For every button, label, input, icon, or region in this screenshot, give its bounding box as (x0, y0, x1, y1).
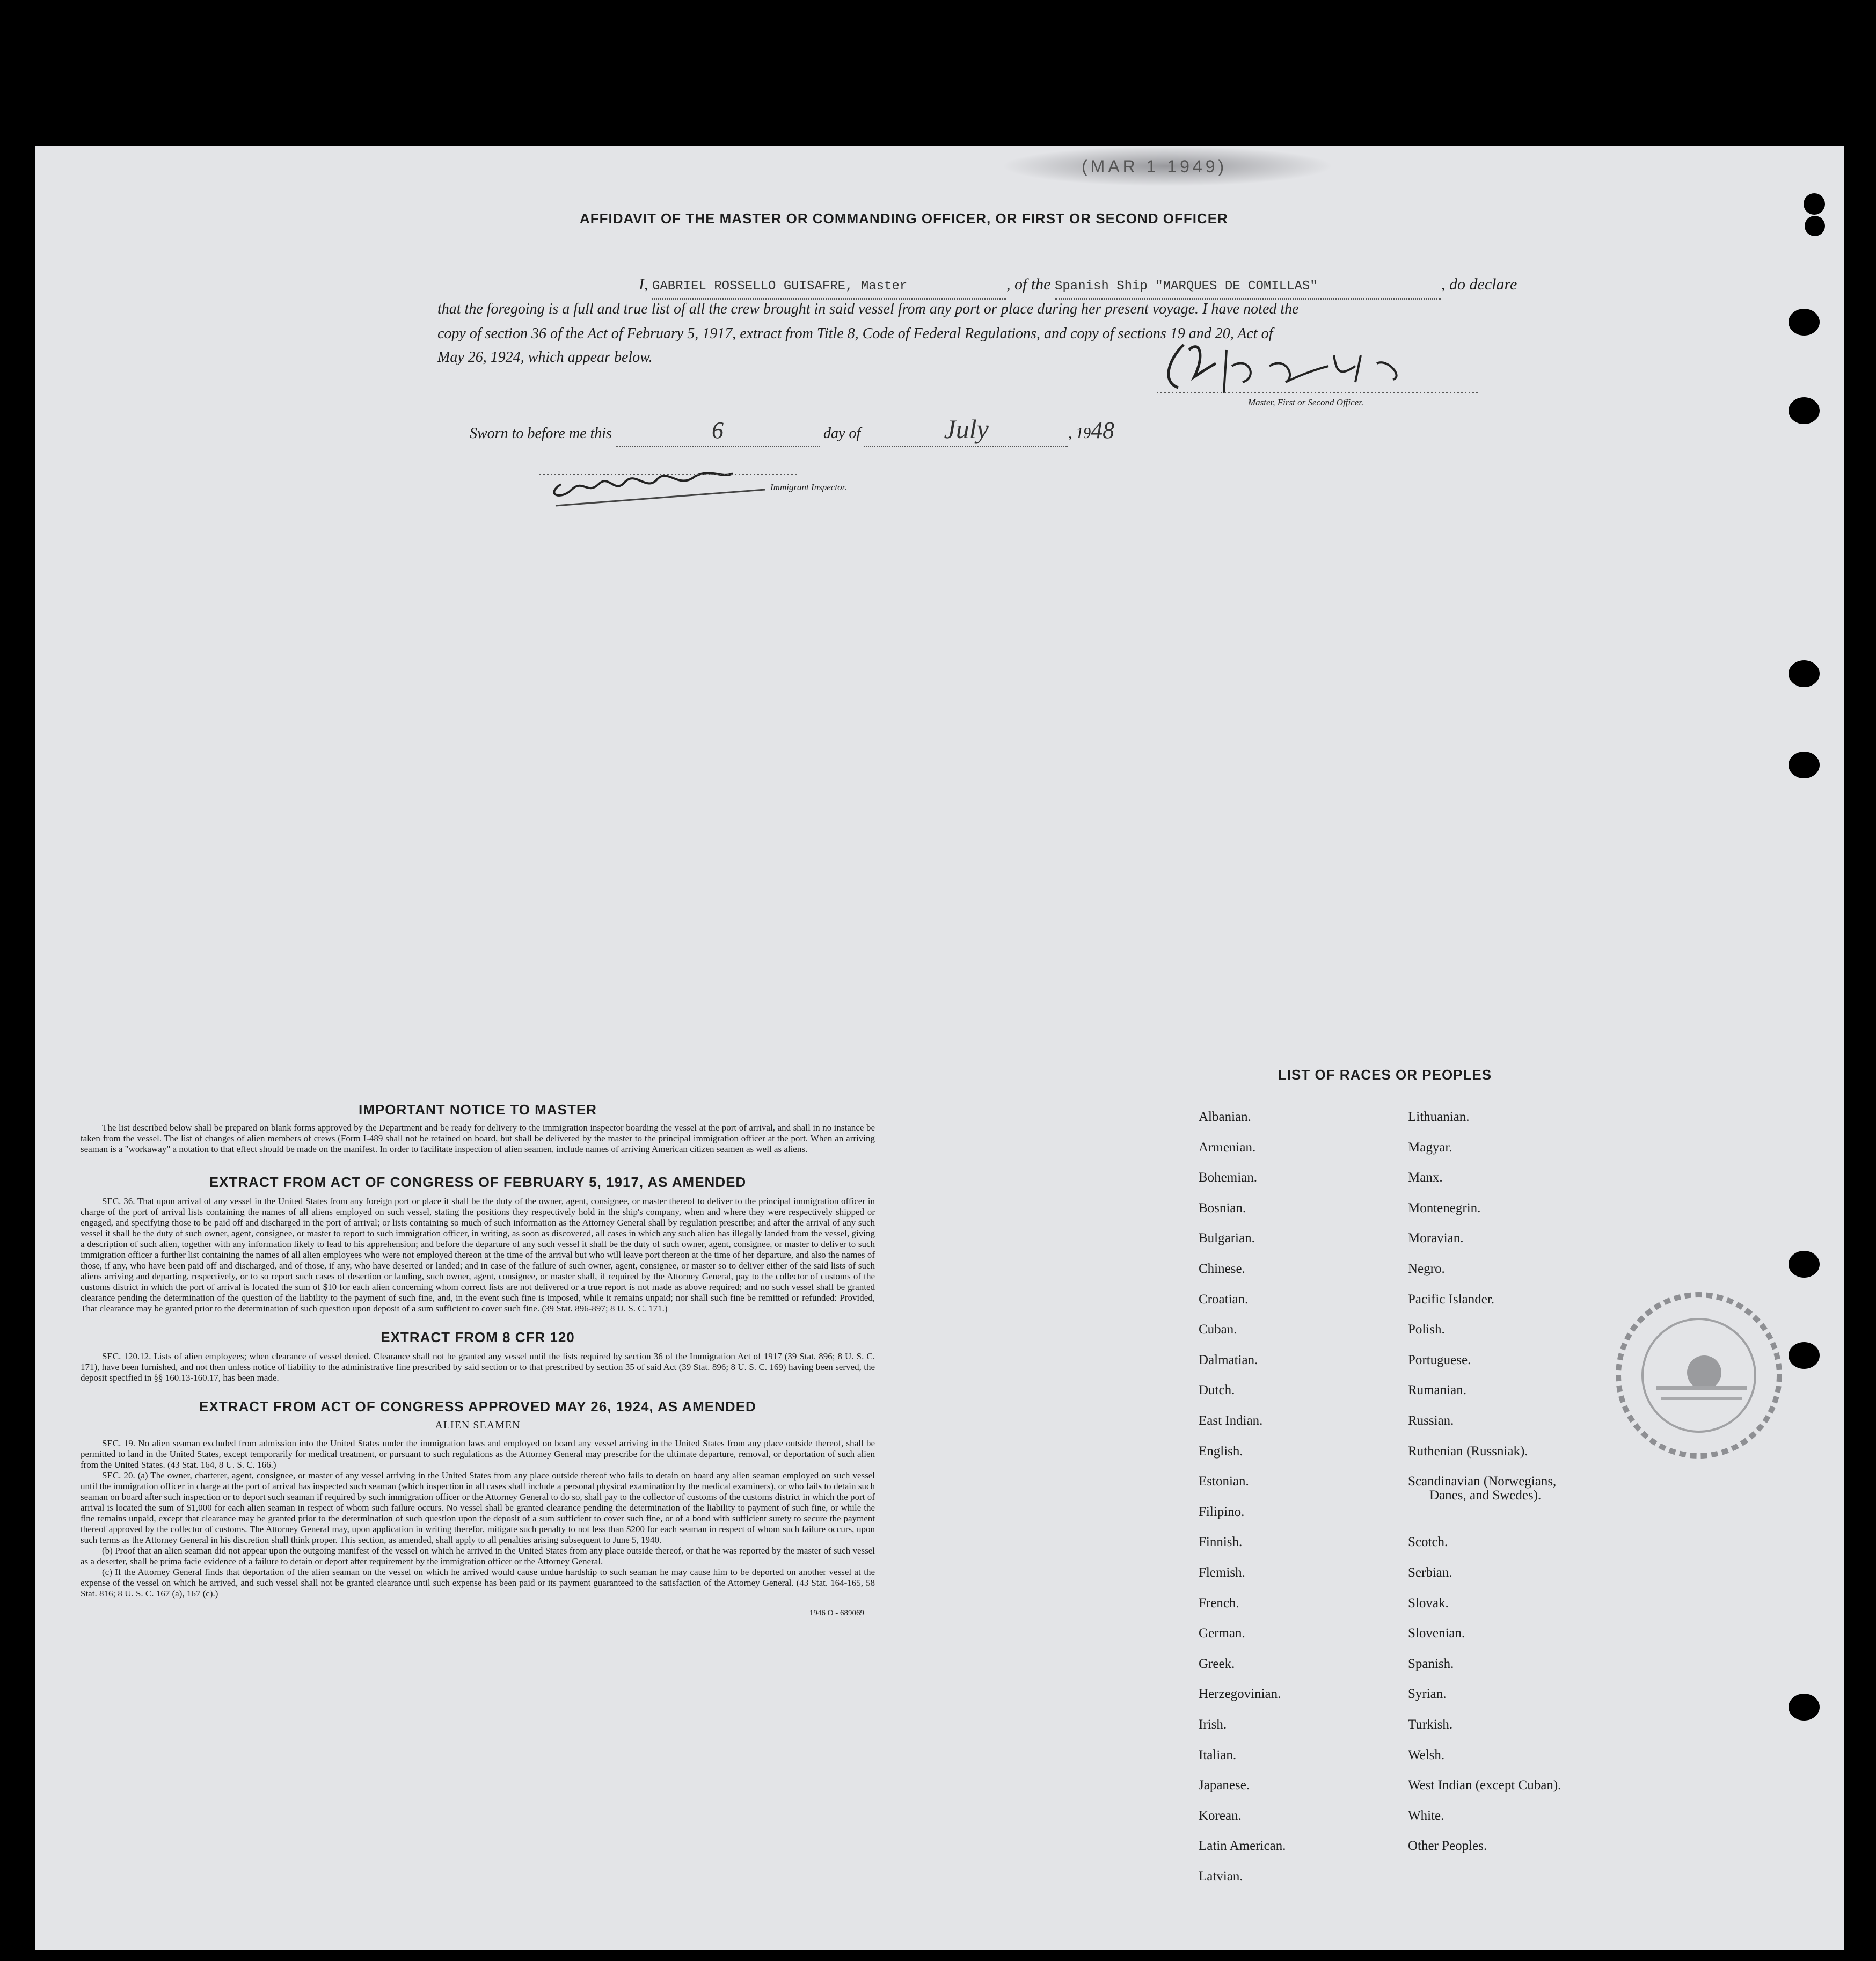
affidavit-line-4: May 26, 1924, which appear below. (437, 349, 653, 366)
day-handwritten: 6 (711, 417, 724, 443)
sec-20c: (c) If the Attorney General finds that deportation of the alien seaman on the vessel on which he arrived would cause undue hardship to such seaman he may cause him to be deported on another vessel at the expense of the vessel on which he arrived, and such vessel shall not be granted clearance until such expense has been paid or its payment guaranteed to the satisfaction of the Attorney General. (43 Stat. 164-165, 58 Stat. 816; 8 U. S. C. 167 (a), 167 (c).) (81, 1567, 875, 1599)
arrival-stamp (1592, 1273, 1817, 1477)
race-item: Ruthenian (Russniak). (1408, 1444, 1528, 1459)
inspector-label: Immigrant Inspector. (770, 482, 847, 492)
affidavit-line-1 (639, 273, 1517, 300)
race-item: Montenegrin. (1408, 1200, 1481, 1215)
race-item: Estonian. (1199, 1474, 1249, 1489)
race-item: Other Peoples. (1408, 1839, 1487, 1854)
race-item: Pacific Islander. (1408, 1292, 1495, 1307)
race-item: Irish. (1199, 1717, 1227, 1732)
race-item: Dalmatian. (1199, 1352, 1258, 1367)
race-item: West Indian (except Cuban). (1408, 1778, 1561, 1793)
year-handwritten: 48 (1091, 417, 1115, 443)
race-item: White. (1408, 1808, 1444, 1823)
punch-hole (1789, 660, 1820, 687)
master-name-field (652, 273, 1006, 300)
race-item: Cuban. (1199, 1322, 1237, 1337)
sworn-line (470, 414, 1115, 447)
vessel-field (1055, 273, 1441, 300)
race-item: Bulgarian. (1199, 1231, 1255, 1246)
race-item: Bosnian. (1199, 1200, 1246, 1215)
year-prefix: , 19 (1068, 425, 1091, 442)
race-item: Latin American. (1199, 1839, 1286, 1854)
print-code: 1946 O - 689069 (809, 1609, 864, 1617)
extract-cfr-body: SEC. 120.12. Lists of alien employees; when clearance of vessel denied. Clearance shall not be granted any vessel until the lists required by section 36 of the Immigration Act of 1917 (39 Stat. 896; 8 U. S. C. 171), have been furnished, and not then unless notice of liability to the administrative fine prescribed by said section or to that prescribed by section 35 of said Act (39 Stat. 896; 8 U. S. C. 169) having been served, the deposit specified in §§ 160.13-160.17, has been made. (81, 1351, 875, 1383)
race-item-continued: Danes, and Swedes). (1429, 1488, 1542, 1503)
punch-hole (1804, 193, 1825, 215)
notice-body: The list described below shall be prepared on blank forms approved by the Department and be ready for delivery to the immigration inspector boarding the vessel at the port of arrival, and shall in no instance be taken from the vessel. The list of changes of alien members of crews (Form I-489 shall not be retained on board, but shall be delivered by the master to the principal immigration officer at the port. When an arriving seaman is a "workaway" a notation to that effect should be made on the manifest. In order to facilitate inspection of alien seamen, include names of arriving American citizen seamen as well as aliens. (81, 1122, 875, 1154)
punch-hole (1789, 1694, 1820, 1721)
top-stamp (1001, 146, 1334, 186)
race-item: Armenian. (1199, 1140, 1256, 1155)
race-item: Negro. (1408, 1262, 1445, 1276)
race-item: Croatian. (1199, 1292, 1249, 1307)
race-item: Spanish. (1408, 1656, 1454, 1671)
affidavit-line-3: copy of section 36 of the Act of February 5, 1917, extract from Title 8, Code of Federal Regulations, and copy of sections 19 and 20, Act of (437, 325, 1273, 342)
race-item: French. (1199, 1595, 1239, 1610)
extract-1917-title: EXTRACT FROM ACT OF CONGRESS OF FEBRUARY 5, 1917, AS AMENDED (209, 1174, 747, 1190)
race-item: Flemish. (1199, 1565, 1245, 1580)
race-item: Chinese. (1199, 1262, 1245, 1276)
race-item: Moravian. (1408, 1231, 1464, 1246)
punch-hole (1789, 1342, 1820, 1369)
punch-hole (1789, 397, 1820, 424)
punch-hole (1789, 309, 1820, 336)
extract-cfr-title: EXTRACT FROM 8 CFR 120 (381, 1329, 575, 1345)
race-item: Welsh. (1408, 1747, 1445, 1762)
top-stamp-text: (MAR 1 1949) (1082, 157, 1228, 176)
of-the-text: , of the (1006, 275, 1051, 293)
day-of-text: day of (823, 425, 861, 442)
extract-1924-subtitle: ALIEN SEAMEN (435, 1419, 521, 1431)
sec-20a: SEC. 20. (a) The owner, charterer, agent, consignee, or master of any vessel arriving in the United States from any place outside thereof who fails to detain on board any alien seaman employed on such vessel until the immigration officer in charge at the port of arrival has inspected such seaman (which inspection in all cases shall include a personal physical examination by the medical examiners), or who fails to detain such seaman on board after such inspection or to deport such seaman if required by such immigration officer or the Attorney General to do so, shall pay to the collector of customs of the customs district in which the port of arrival is located the sum of $1,000 for each alien seaman in respect of whom such failure occurs. No vessel shall be granted clearance pending the determination of the liability to payment of such fine, or while the fine remains unpaid, except that clearance may be granted prior to the determination of such question upon the deposit of a sum sufficient to cover such fine, or of a bond with sufficient surety to secure the payment thereof approved by the collector of customs. The Attorney General may, upon application in writing therefor, mitigate such penalty to not less than $200 for each seaman in respect of whom such failure occurs, upon such terms as the Attorney General in his discretion shall think proper. This section, as amended, shall apply to all penalties arising subsequent to June 5, 1940. (81, 1470, 875, 1545)
race-item: Syrian. (1408, 1687, 1447, 1702)
race-item: East Indian. (1199, 1413, 1263, 1428)
races-title: LIST OF RACES OR PEOPLES (1278, 1067, 1492, 1083)
extract-1917-body: SEC. 36. That upon arrival of any vessel in the United States from any foreign port or place it shall be the duty of the owner, agent, consignee, or master thereof to deliver to the principal immigration officer in charge of the port of arrival lists containing the names of all aliens employed on such vessel, stating the positions they respectively hold in the ship's company, when and where they were respectively shipped or engaged, and specifying those to be paid off and discharged in the port of arrival; or lists containing so much of such information as the Attorney General shall by regulation prescribe; and after the arrival of any such vessel it shall be the duty of such owner, agent, consignee, or master to report to such immigration officer, in writing, as soon as discovered, all cases in which any such alien has illegally landed from the vessel, giving a description of such alien, together with any information likely to lead to his apprehension; and before the departure of any such vessel it shall be the duty of such owner, agent, consignee, or master to deliver to such immigration officer a further list containing the names of all alien employees who were not employed thereon at the time of the arrival but who will leave port thereon at the time of her departure, and also the names of those, if any, who have been paid off and discharged, and of those, if any, who have deserted or landed; and in case of the failure of such owner, agent, consignee, or master so to deliver either of the said lists of such aliens arriving and departing, respectively, or to so report such cases of desertion or landing, such owner, agent, consignee, or master shall, if required by the Attorney General, pay to the collector of customs of the customs district in which the port of arrival is located the sum of $10 for each alien concerning whom correct lists are not delivered or a true report is not made as above required; and no such vessel shall be granted clearance pending the determination of the question of the liability to the payment of such fine, and, in the event such fine is imposed, while it remains unpaid; nor shall such fine be remitted or refunded: Provided, That clearance may be granted prior to the determination of such question upon deposit of a sum sufficient to cover such fine. (39 Stat. 896-897; 8 U. S. C. 171.) (81, 1196, 875, 1314)
race-item: Herzegovinian. (1199, 1687, 1281, 1702)
race-item: Albanian. (1199, 1110, 1251, 1124)
inspector-signature (539, 447, 808, 511)
race-item: Japanese. (1199, 1778, 1250, 1793)
month-handwritten: July (944, 414, 989, 444)
race-item: Polish. (1408, 1322, 1445, 1337)
document-page (35, 146, 1844, 1950)
race-item: Manx. (1408, 1170, 1443, 1185)
day-field (616, 419, 820, 447)
race-item: Magyar. (1408, 1140, 1452, 1155)
race-item: Dutch. (1199, 1383, 1235, 1398)
legal-notices (81, 1102, 875, 1618)
sworn-text: Sworn to before me this (470, 425, 612, 442)
race-item: Rumanian. (1408, 1383, 1467, 1398)
punch-hole (1789, 752, 1820, 778)
race-item: Filipino. (1199, 1504, 1245, 1519)
race-item: Serbian. (1408, 1565, 1452, 1580)
race-item: Portuguese. (1408, 1352, 1471, 1367)
sec-20b: (b) Proof that an alien seaman did not appear upon the outgoing manifest of the vessel on which he arrived in the United States from any place outside thereof, or that he was reported by the master of such vessel as a deserter, shall be prima facie evidence of a failure to detain or deport after requirement by the immigration officer or the Attorney General. (81, 1546, 875, 1566)
affidavit-line-2: that the foregoing is a full and true list of all the crew brought in said vessel from any port or place during her present voyage. I have noted the (437, 301, 1299, 317)
vessel-typed: Spanish Ship "MARQUES DE COMILLAS" (1055, 279, 1318, 294)
race-item: Scandinavian (Norwegians, (1408, 1474, 1557, 1489)
race-item: Korean. (1199, 1808, 1242, 1823)
race-item: German. (1199, 1626, 1245, 1641)
race-item: English. (1199, 1444, 1243, 1459)
punch-hole (1789, 1251, 1820, 1278)
race-item: Latvian. (1199, 1869, 1243, 1884)
race-item: Turkish. (1408, 1717, 1453, 1732)
master-label: Master, First or Second Officer. (1248, 397, 1364, 407)
race-item: Lithuanian. (1408, 1110, 1470, 1124)
master-signature (1151, 334, 1484, 398)
extract-1924-title: EXTRACT FROM ACT OF CONGRESS APPROVED MAY 26, 1924, AS AMENDED (199, 1398, 756, 1415)
race-item: Slovenian. (1408, 1626, 1465, 1641)
affidavit-i: I, (639, 275, 648, 293)
notice-title: IMPORTANT NOTICE TO MASTER (359, 1102, 597, 1118)
race-item: Russian. (1408, 1413, 1454, 1428)
affidavit-title: AFFIDAVIT OF THE MASTER OR COMMANDING OFFICER, OR FIRST OR SECOND OFFICER (580, 210, 1228, 227)
master-name-typed: GABRIEL ROSSELLO GUISAFRE, Master (652, 279, 908, 294)
race-item: Italian. (1199, 1747, 1237, 1762)
do-declare-text: , do declare (1441, 275, 1517, 293)
race-item: Greek. (1199, 1656, 1235, 1671)
races-left-column (1199, 1110, 1403, 1893)
sec-19: SEC. 19. No alien seaman excluded from admission into the United States under the immigration laws and employed on board any vessel arriving in the United States from any place outside thereof, shall be permitted to land in the United States, except temporarily for medical treatment, or pursuant to such regulations as the Attorney General may prescribe for the ultimate departure, removal, or deportation of such alien from the United States. (43 Stat. 164, 8 U. S. C. 166.) (81, 1438, 875, 1470)
punch-hole (1805, 216, 1825, 236)
race-item: Scotch. (1408, 1535, 1448, 1550)
month-field (864, 414, 1068, 447)
race-item: Slovak. (1408, 1595, 1449, 1610)
races-right-column (1408, 1110, 1660, 1893)
race-item: Finnish. (1199, 1535, 1243, 1550)
race-item: Bohemian. (1199, 1170, 1258, 1185)
